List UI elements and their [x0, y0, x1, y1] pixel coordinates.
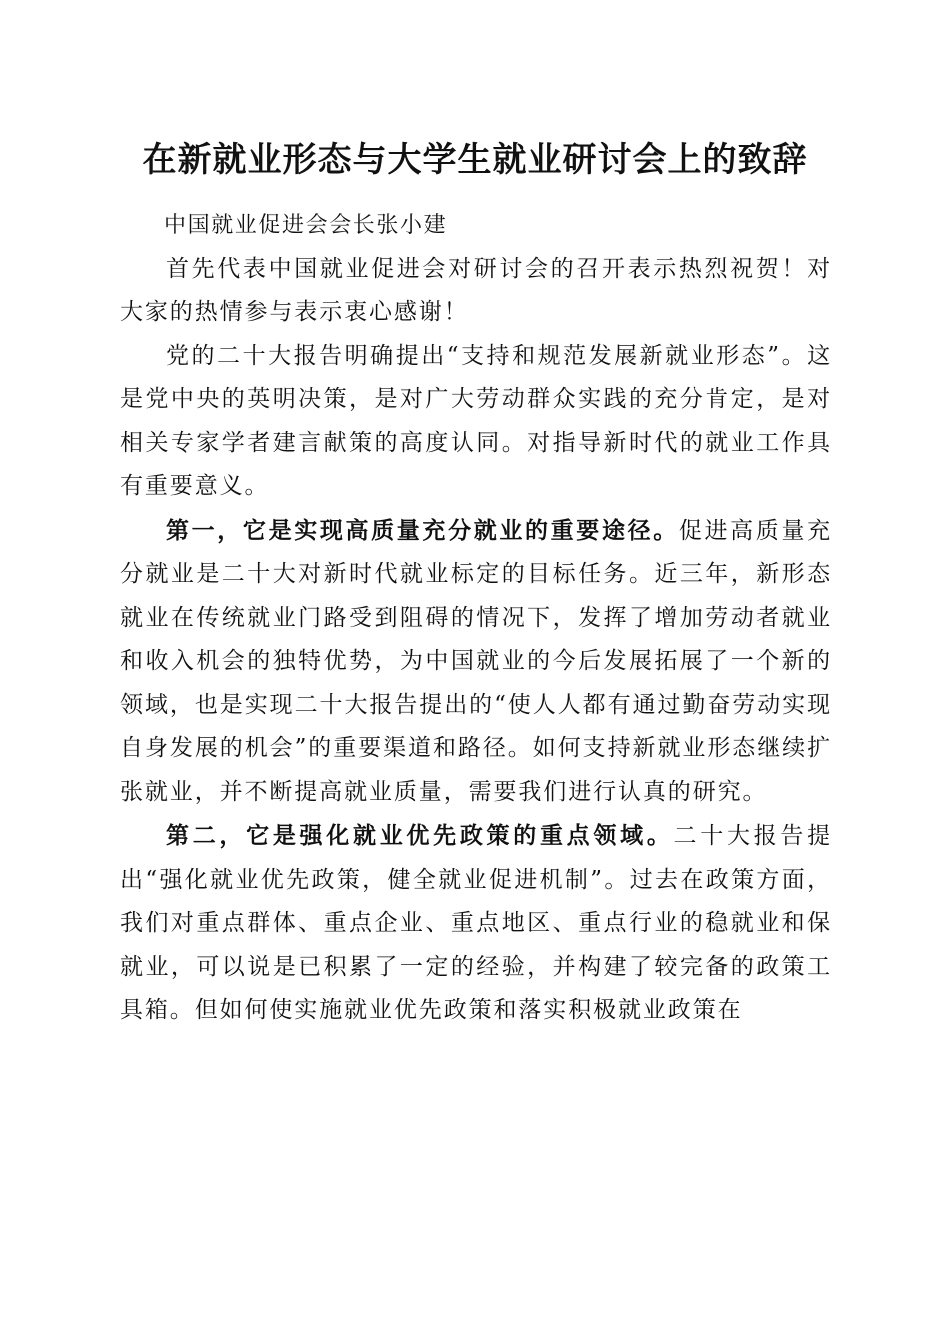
- paragraph-report: [120, 335, 832, 509]
- author-line: 中国就业促进会会长张小建: [164, 213, 448, 238]
- document-title: 在新就业形态与大学生就业研讨会上的致辞: [142, 140, 808, 180]
- paragraph-point-two: [120, 814, 832, 1033]
- paragraph-text: 二十大报告提出“强化就业优先政策，健全就业促进机制”。过去在政策方面，我们对重点群体、重点企业、重点地区、重点行业的稳就业和保就业，可以说是已积累了一定的经验，并构建了较完备的政策工具箱。但如何使实施就业优先政策和落实积极就业政策在: [120, 823, 832, 1023]
- paragraph-text: 党的二十大报告明确提出“支持和规范发展新就业形态”。这是党中央的英明决策，是对广大劳动群众实践的充分肯定，是对相关专家学者建言献策的高度认同。对指导新时代的就业工作具有重要意义。: [120, 342, 832, 499]
- paragraph-text: 首先代表中国就业促进会对研讨会的召开表示热烈祝贺！对大家的热情参与表示衷心感谢！: [120, 255, 832, 325]
- paragraph-lead: 第一，它是实现高质量充分就业的重要途径。: [166, 516, 679, 544]
- paragraph-text: 促进高质量充分就业是二十大对新时代就业标定的目标任务。近三年，新形态就业在传统就业门路受到阻碍的情况下，发挥了增加劳动者就业和收入机会的独特优势，为中国就业的今后发展拓展了一个新的领域，也是实现二十大报告提出的“使人人都有通过勤奋劳动实现自身发展的机会”的重要渠道和路径。如何支持新就业形态继续扩张就业，并不断提高就业质量，需要我们进行认真的研究。: [120, 517, 832, 805]
- document-body: [120, 204, 832, 1033]
- paragraph-lead: 第二，它是强化就业优先政策的重点领域。: [166, 822, 674, 849]
- paragraph-point-one: [120, 509, 832, 815]
- paragraph-greeting: [120, 248, 832, 335]
